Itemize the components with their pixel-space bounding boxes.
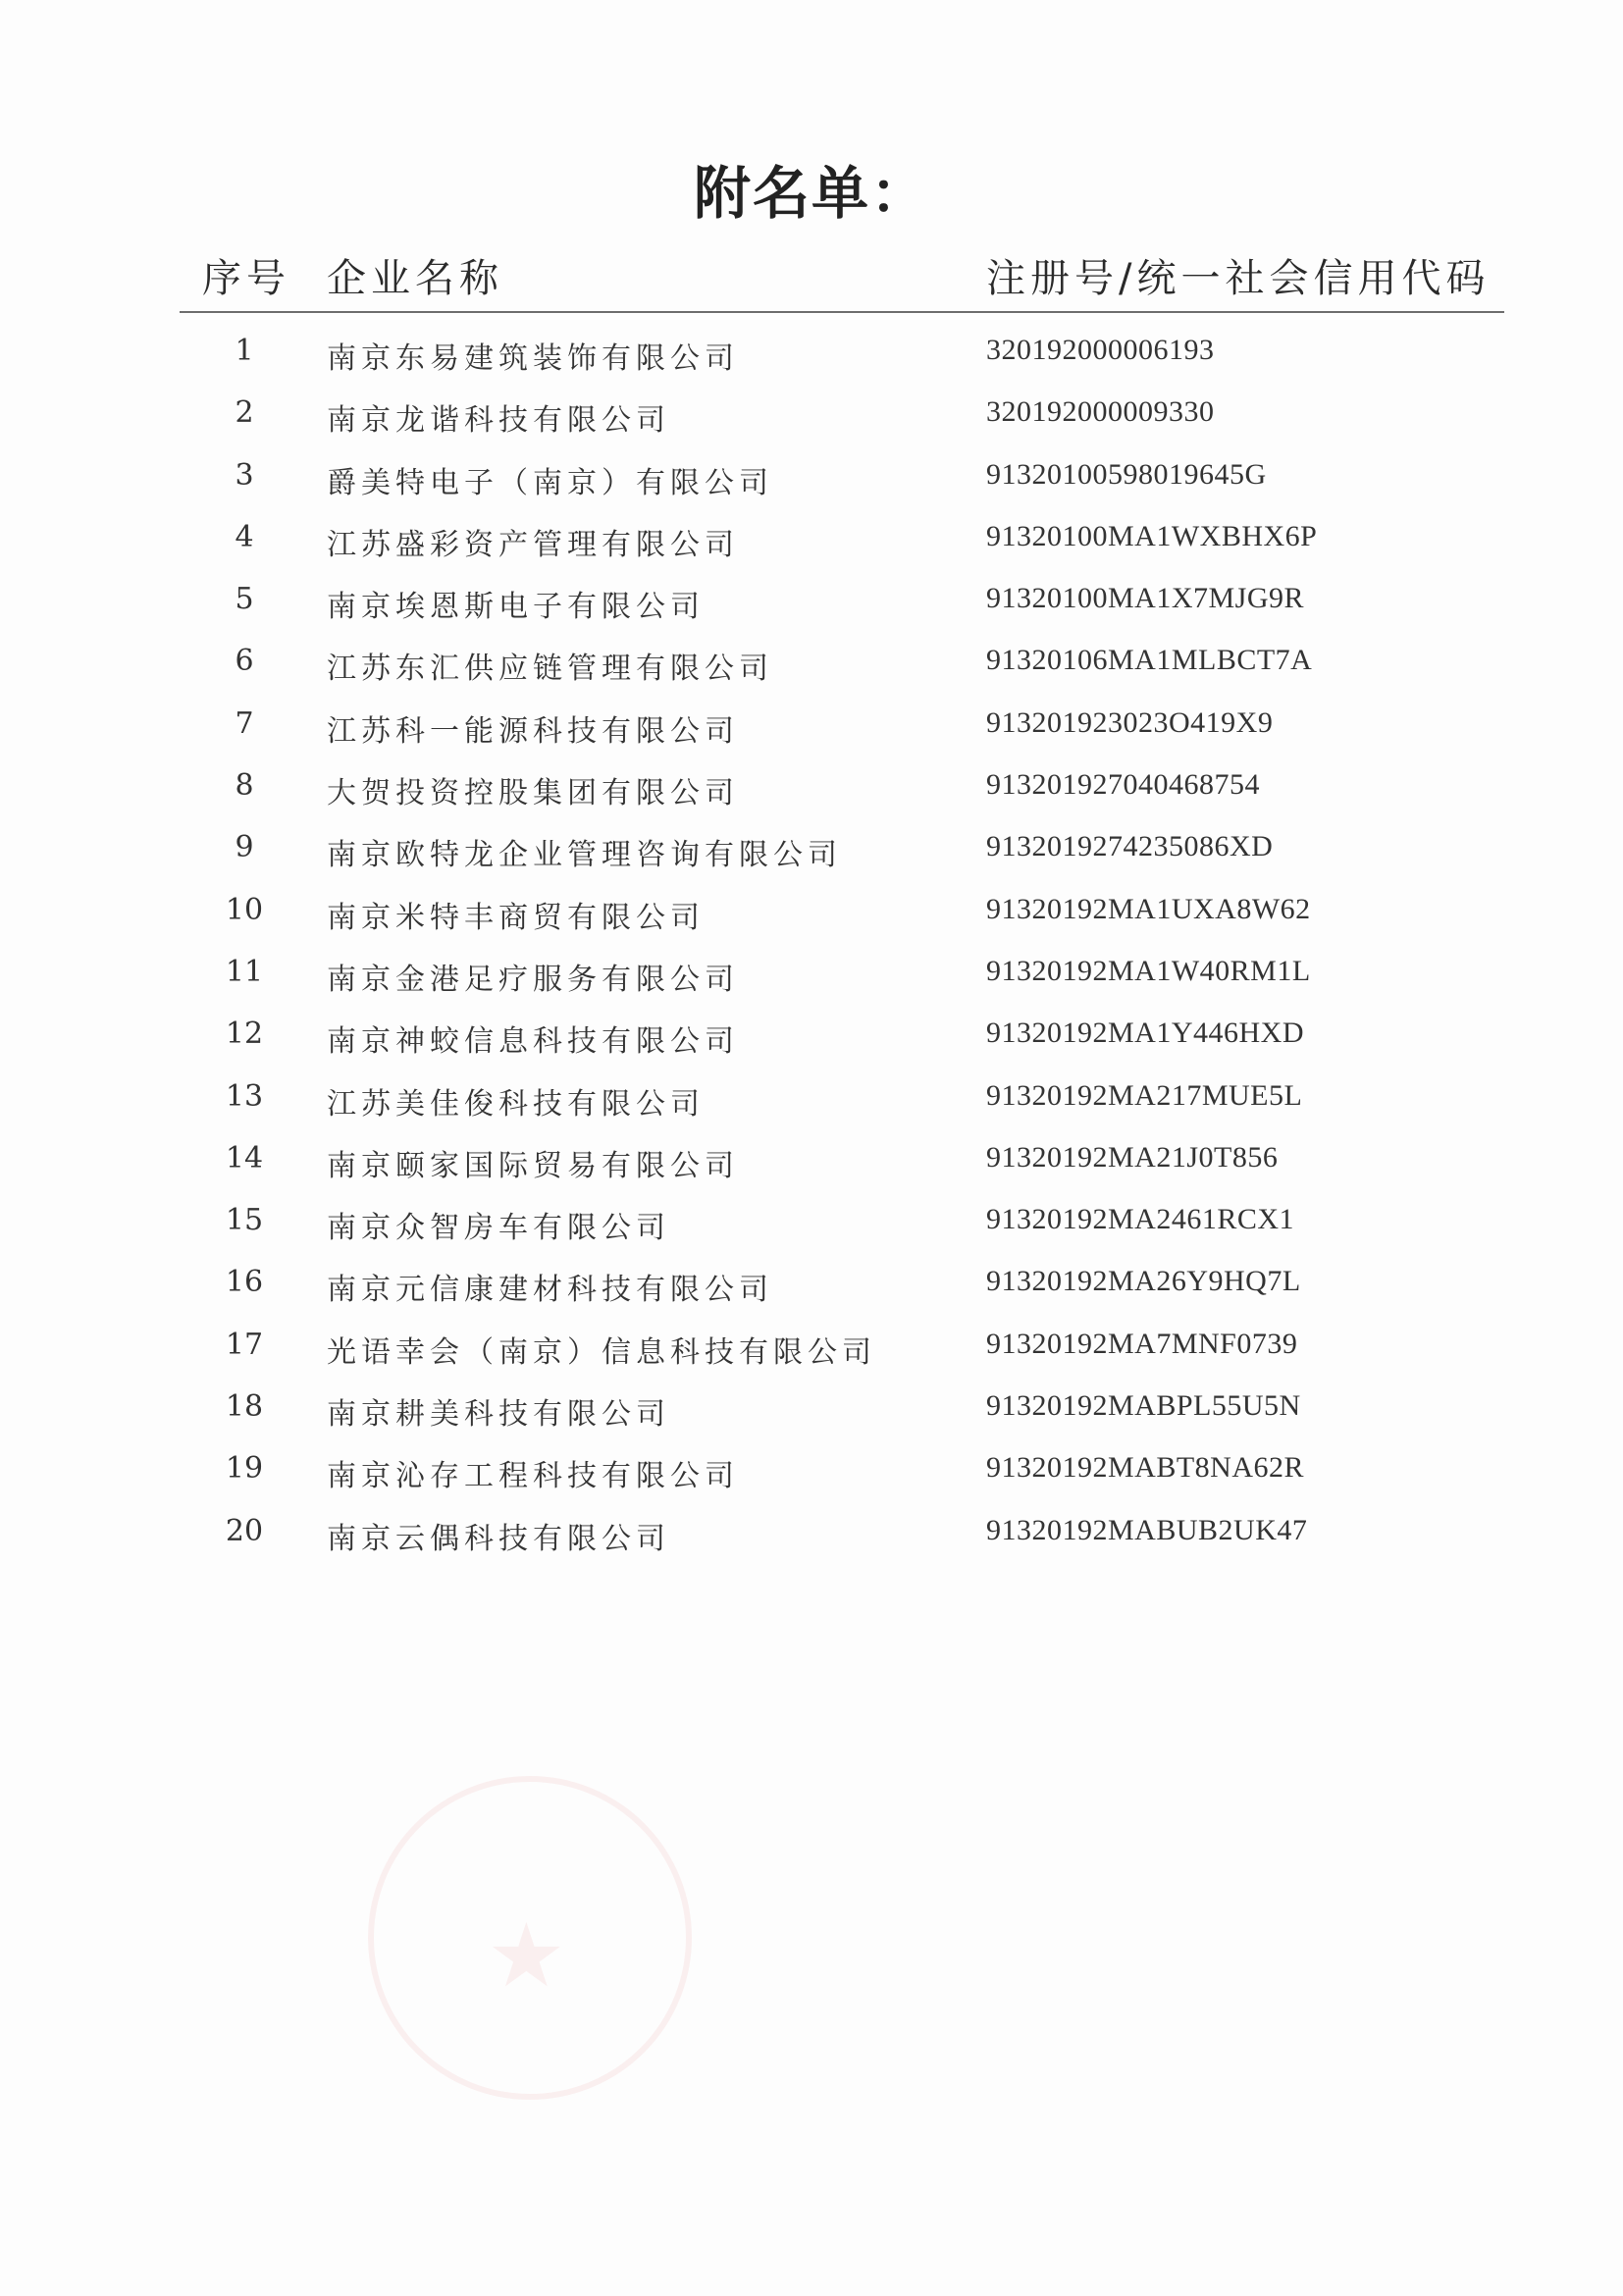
registration-code: 91320192MA1Y446HXD	[986, 1017, 1304, 1050]
header-registration-code: 注册号/统一社会信用代码	[986, 256, 1491, 301]
table-row	[0, 1005, 1623, 1067]
header-company-name: 企业名称	[327, 256, 503, 301]
registration-code: 91320100MA1X7MJG9R	[986, 582, 1305, 615]
company-name: 南京神蛟信息科技有限公司	[327, 1024, 739, 1060]
row-index: 18	[225, 1389, 264, 1425]
table-row	[0, 818, 1623, 880]
row-index: 20	[225, 1513, 264, 1548]
registration-code: 320192000009330	[986, 395, 1215, 429]
registration-code: 91320192MA7MNF0739	[986, 1327, 1298, 1360]
company-name: 光语幸会（南京）信息科技有限公司	[327, 1334, 876, 1370]
table-row	[0, 1068, 1623, 1129]
table-row	[0, 508, 1623, 570]
row-index: 3	[235, 457, 254, 493]
table-row	[0, 1129, 1623, 1191]
row-index: 2	[235, 395, 254, 431]
company-name: 南京龙谐科技有限公司	[327, 403, 670, 439]
table-row	[0, 1316, 1623, 1378]
company-name: 江苏科一能源科技有限公司	[327, 713, 739, 749]
registration-code: 91320192MA217MUE5L	[986, 1078, 1303, 1112]
row-index: 16	[225, 1265, 264, 1300]
row-index: 17	[225, 1327, 264, 1362]
row-index: 11	[225, 954, 264, 989]
registration-code: 91320100MA1WXBHX6P	[986, 519, 1318, 552]
seal-star-icon: ★	[487, 1905, 566, 2008]
company-name: 南京颐家国际贸易有限公司	[327, 1148, 739, 1183]
registration-code: 91320192MABT8NA62R	[986, 1451, 1305, 1485]
row-index: 4	[235, 519, 254, 554]
company-name: 江苏东汇供应链管理有限公司	[327, 652, 773, 687]
company-name: 南京耕美科技有限公司	[327, 1397, 670, 1433]
registration-code: 9132019274235086XD	[986, 830, 1274, 863]
company-name: 南京埃恩斯电子有限公司	[327, 590, 705, 625]
header-index: 序号	[202, 256, 290, 301]
registration-code: 913201923023O419X9	[986, 705, 1274, 739]
row-index: 19	[225, 1451, 264, 1487]
company-name: 江苏盛彩资产管理有限公司	[327, 527, 739, 562]
table-row	[0, 570, 1623, 632]
registration-code: 91320192MABPL55U5N	[986, 1389, 1301, 1423]
table-row	[0, 943, 1623, 1005]
table-row	[0, 632, 1623, 694]
table-row	[0, 1378, 1623, 1439]
table-row	[0, 1191, 1623, 1253]
company-name: 大贺投资控股集团有限公司	[327, 776, 739, 811]
table-row	[0, 322, 1623, 384]
registration-code: 91320192MABUB2UK47	[986, 1513, 1308, 1546]
company-name: 南京东易建筑装饰有限公司	[327, 341, 739, 376]
registration-code: 91320100598019645G	[986, 457, 1267, 491]
row-index: 13	[225, 1078, 264, 1114]
table-header	[0, 247, 1623, 306]
row-index: 14	[225, 1140, 264, 1175]
registration-code: 91320192MA1UXA8W62	[986, 892, 1311, 925]
row-index: 10	[225, 892, 264, 927]
table-row	[0, 695, 1623, 757]
row-index: 1	[235, 334, 254, 368]
table-row	[0, 1253, 1623, 1315]
company-name: 南京欧特龙企业管理咨询有限公司	[327, 838, 842, 873]
registration-code: 91320192MA26Y9HQ7L	[986, 1265, 1301, 1298]
table-row	[0, 1439, 1623, 1501]
registration-code: 91320192MA21J0T856	[986, 1140, 1279, 1174]
row-index: 6	[235, 644, 254, 679]
company-name: 南京米特丰商贸有限公司	[327, 900, 705, 935]
row-index: 8	[235, 768, 254, 804]
row-index: 5	[235, 582, 254, 617]
table-row	[0, 446, 1623, 508]
company-list	[0, 322, 1623, 1564]
table-row	[0, 757, 1623, 818]
registration-code: 320192000006193	[986, 334, 1215, 366]
page-title: 附名单：	[693, 160, 929, 227]
company-name: 南京金港足疗服务有限公司	[327, 962, 739, 997]
row-index: 7	[235, 705, 254, 741]
header-divider	[180, 311, 1504, 313]
row-index: 12	[225, 1017, 264, 1052]
company-name: 南京云偶科技有限公司	[327, 1521, 670, 1556]
company-name: 爵美特电子（南京）有限公司	[327, 465, 773, 500]
registration-code: 91320192MA2461RCX1	[986, 1203, 1295, 1236]
company-name: 江苏美佳俊科技有限公司	[327, 1086, 705, 1122]
registration-code: 91320192MA1W40RM1L	[986, 954, 1311, 987]
table-row	[0, 384, 1623, 445]
table-row	[0, 881, 1623, 943]
company-name: 南京元信康建材科技有限公司	[327, 1273, 773, 1308]
company-name: 南京沁存工程科技有限公司	[327, 1459, 739, 1494]
registration-code: 913201927040468754	[986, 768, 1260, 802]
table-row	[0, 1502, 1623, 1564]
row-index: 9	[235, 830, 254, 865]
company-name: 南京众智房车有限公司	[327, 1211, 670, 1246]
registration-code: 91320106MA1MLBCT7A	[986, 644, 1313, 677]
row-index: 15	[225, 1203, 264, 1238]
faint-seal-stamp	[368, 1776, 692, 2100]
